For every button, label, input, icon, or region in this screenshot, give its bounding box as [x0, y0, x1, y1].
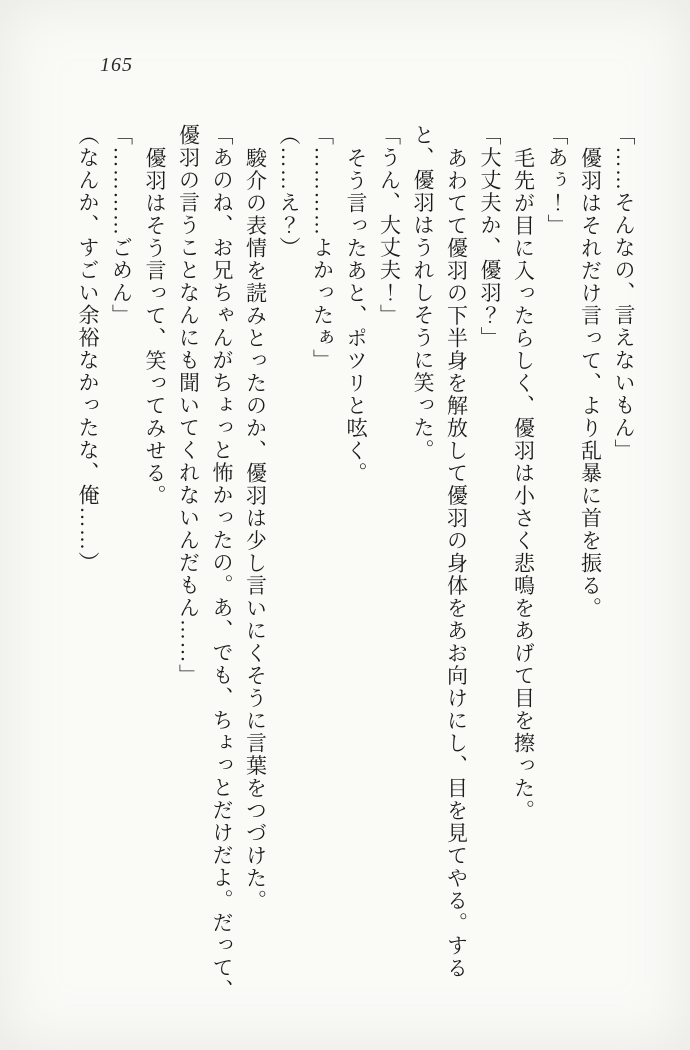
text-line: そう言ったあと、ポツリと呟く。: [344, 146, 368, 484]
text-line: あわてて優羽の下半身を解放して優羽の身体をあお向けにし、目を見てやる。する: [444, 146, 469, 979]
text-line: 駿介の表情を読みとったのか、優羽は少し言いにくそうに言葉をつづけた。: [243, 146, 268, 912]
text-line: 「うん、大丈夫！」: [377, 124, 402, 327]
text-line: 優羽はそう言って、笑ってみせる。: [143, 146, 167, 507]
text-line: （なんか、すごい余裕なかったな、俺……）: [76, 124, 100, 574]
text-line: 毛先が目に入ったらしく、優羽は小さく悲鳴をあげて目を擦った。: [511, 146, 536, 822]
page-text: [71, 124, 641, 1024]
text-line: 優羽の言うことなんにも聞いてくれないんだもん……」: [176, 124, 201, 687]
text-line: 「……そんなの、言えないもん」: [612, 124, 636, 462]
text-line: 「あぅ！」: [545, 124, 569, 237]
text-line: 「あのね、お兄ちゃんがちょっと怖かったの。あ、でも、ちょっとだけだよ。だって、: [210, 124, 234, 1002]
text-line: 「大丈夫か、優羽？」: [478, 124, 502, 349]
page-number: 165: [100, 54, 133, 76]
text-line: 「…………ごめん」: [109, 124, 134, 327]
text-line: と、優羽はうれしそうに笑った。: [411, 124, 435, 462]
text-line: 優羽はそれだけ言って、より乱暴に首を振る。: [578, 146, 603, 619]
text-line: 「…………よかったぁ」: [310, 124, 335, 372]
text-line: （……え？）: [277, 124, 301, 259]
